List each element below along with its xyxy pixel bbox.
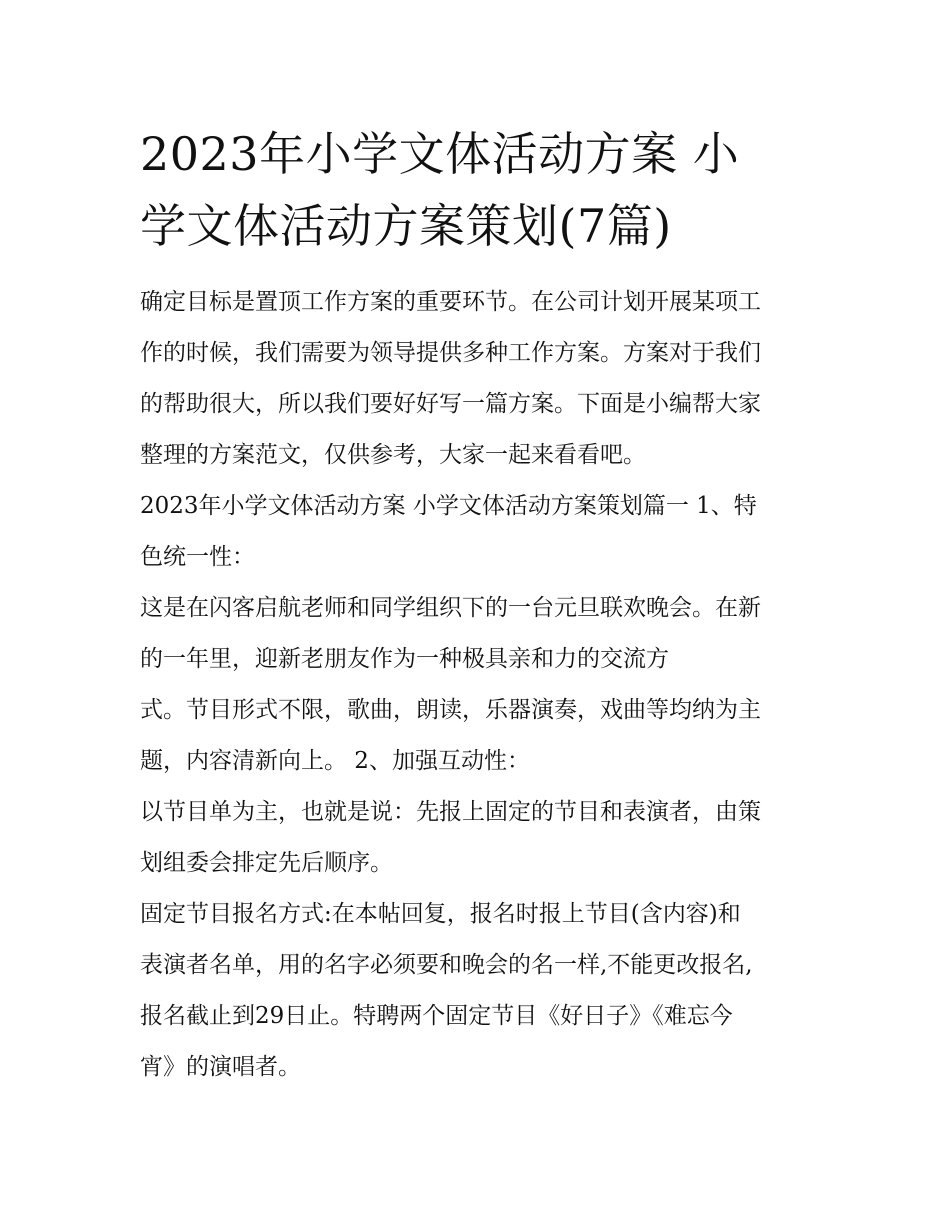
text-line: 色统一性： bbox=[140, 544, 255, 570]
paragraph-registration bbox=[140, 889, 820, 1093]
text-line: 表演者名单，用的名字必须要和晚会的名一样,不能更改报名, bbox=[140, 952, 753, 978]
text-line: 固定节目报名方式:在本帖回复，报名时报上节目(含内容)和 bbox=[140, 901, 741, 927]
paragraph-program-order bbox=[140, 787, 820, 889]
text-line: 报名截止到29日止。特聘两个固定节目《好日子》《难忘今 bbox=[140, 1003, 733, 1029]
text-line: 整理的方案范文，仅供参考，大家一起来看看吧。 bbox=[140, 442, 646, 468]
paragraph-event-description bbox=[140, 583, 820, 787]
title-line-1: 2023年小学文体活动方案 小 bbox=[140, 127, 740, 181]
text-line: 的帮助很大，所以我们要好好写一篇方案。下面是小编帮大家 bbox=[140, 391, 761, 417]
text-line: 题，内容清新向上。 2、加强互动性： bbox=[140, 748, 530, 774]
text-line: 的一年里，迎新老朋友作为一种极具亲和力的交流方 bbox=[140, 646, 669, 672]
paragraph-intro bbox=[140, 277, 820, 481]
text-line: 确定目标是置顶工作方案的重要环节。在公司计划开展某项工 bbox=[140, 289, 761, 315]
title-line-2: 学文体活动方案策划(7篇) bbox=[140, 199, 672, 253]
paragraph-section-heading bbox=[140, 481, 820, 583]
document-title bbox=[140, 118, 820, 262]
text-line: 作的时候，我们需要为领导提供多种工作方案。方案对于我们 bbox=[140, 340, 761, 366]
text-line: 划组委会排定先后顺序。 bbox=[140, 850, 393, 876]
text-line: 以节目单为主，也就是说：先报上固定的节目和表演者，由策 bbox=[140, 799, 761, 825]
text-line: 2023年小学文体活动方案 小学文体活动方案策划篇一 1、特 bbox=[140, 493, 757, 519]
text-line: 式。节目形式不限，歌曲，朗读，乐器演奏，戏曲等均纳为主 bbox=[140, 697, 761, 723]
text-line: 宵》的演唱者。 bbox=[140, 1054, 301, 1080]
text-line: 这是在闪客启航老师和同学组织下的一台元旦联欢晚会。在新 bbox=[140, 595, 761, 621]
document-body bbox=[140, 277, 820, 1093]
